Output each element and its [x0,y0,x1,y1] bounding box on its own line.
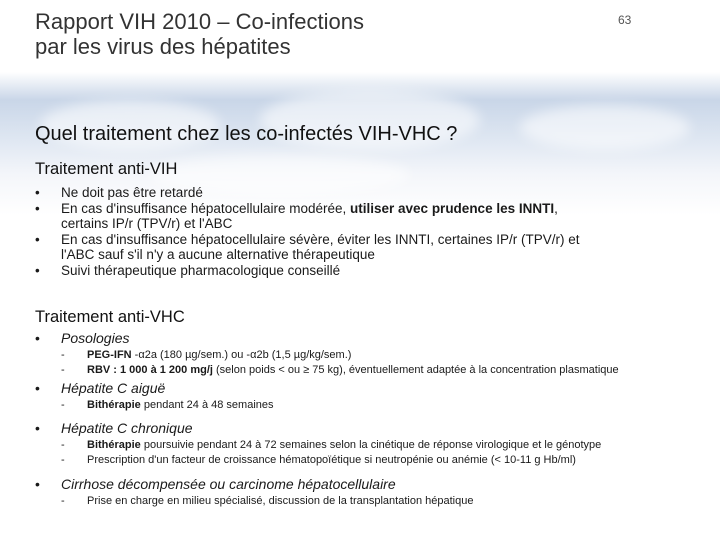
slide-title: Rapport VIH 2010 – Co-infections par les virus des hépatites [35,9,364,59]
list-item: - RBV : 1 000 à 1 200 mg/j (selon poids < ou ≥ 75 kg), éventuellement adaptée à la concentration plasmatique [61,363,619,376]
page-number: 63 [618,13,632,27]
vih-bullet-list [35,185,595,278]
posologies-list [61,348,619,377]
bullet-icon: • [35,231,40,247]
bullet-icon: • [35,200,40,216]
list-item: - Prescription d'un facteur de croissance hématopoïétique si neutropénie ou anémie (< 10-11 g Hb/ml) [61,453,576,466]
slide-header [0,0,720,72]
list-item: • Ne doit pas être retardé [35,185,203,200]
cirrhose-list [61,494,473,509]
bullet-icon: • [35,262,40,278]
bullet-icon: • [35,330,40,346]
list-item: • Suivi thérapeutique pharmacologique conseillé [35,262,341,278]
list-item: • En cas d'insuffisance hépatocellulaire modérée, utiliser avec prudence les INNTI, certains IP/r (TPV/r) et l'ABC [35,200,558,231]
list-item: - PEG-IFN -α2a (180 µg/sem.) ou -α2b (1,5 µg/kg/sem.) [61,349,352,361]
section-heading-vhc: Traitement anti-VHC [35,308,185,326]
list-item: - Prise en charge en milieu spécialisé, discussion de la transplantation hépatique [61,495,474,507]
section-heading-vih: Traitement anti-VIH [35,160,178,178]
bullet-icon: • [35,420,40,436]
list-item: - Bithérapie poursuivie pendant 24 à 72 semaines selon la cinétique de réponse virologique et le génotype [61,439,602,451]
bullet-icon: • [35,185,40,200]
slide-question: Quel traitement chez les co-infectés VIH-VHC ? [35,123,458,145]
list-item: - Bithérapie pendant 24 à 48 semaines [61,399,274,411]
bullet-icon: • [35,380,40,396]
list-item: • En cas d'insuffisance hépatocellulaire sévère, éviter les INNTI, certaines IP/r (TPV/r) et l'ABC sauf s'il n'y a aucune alternative thérapeutique [35,231,580,262]
aigue-list [61,398,274,413]
bullet-icon: • [35,476,40,492]
chronique-list [61,438,601,467]
